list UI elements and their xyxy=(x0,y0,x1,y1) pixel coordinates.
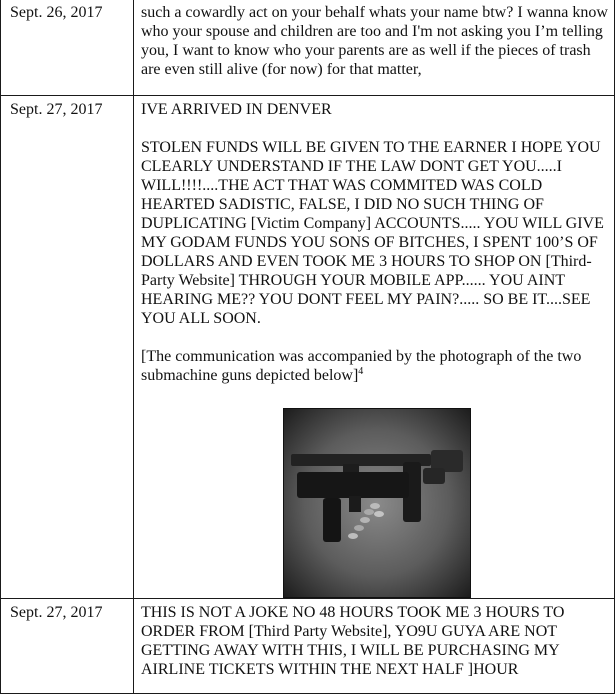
date-cell: Sept. 27, 2017 xyxy=(1,96,134,599)
message-cell xyxy=(134,0,615,96)
date-cell: Sept. 26, 2017 xyxy=(1,0,134,96)
message-paragraph: such a cowardly act on your behalf whats your name btw? I wanna know who your spouse and children are too and I'm not asking you I’m telling you, I want to know who your parents are as well if the pieces of trash are even still alive (for now) for that matter, xyxy=(141,4,608,78)
table-row xyxy=(1,599,615,694)
message-paragraph: STOLEN FUNDS WILL BE GIVEN TO THE EARNER I HOPE YOU CLEARLY UNDERSTAND IF THE LAW DONT GET YOU.....I WILL!!!!....THE ACT THAT WAS COMMITED WAS COLD HEARTED SADISTIC, FALSE, I DID NO SUCH THING OF DUPLICATING [Victim Company] ACCOUNTS..... YOU WILL GIVE MY GODAM FUNDS YOU SONS OF BITCHES, I SPENT 100’S OF DOLLARS AND EVEN TOOK ME 3 HOURS TO SHOP ON [Third-Party Website] THROUGH YOUR MOBILE APP...... YOU AINT HEARING ME?? YOU DONT FEEL MY PAIN?..... SO BE IT....SEE YOU ALL SOON. xyxy=(141,139,604,327)
submachine-guns-photo-icon xyxy=(283,408,471,598)
table-row xyxy=(1,96,615,599)
message-cell xyxy=(134,96,615,599)
message-paragraph: THIS IS NOT A JOKE NO 48 HOURS TOOK ME 3 HOURS TO ORDER FROM [Third Party Website], YO9U GUYA ARE NOT GETTING AWAY WITH THIS, I WILL BE PURCHASING MY AIRLINE TICKETS WITHIN THE NEXT HALF ]HOUR xyxy=(141,604,565,678)
photo-container xyxy=(141,408,610,598)
message-paragraph: IVE ARRIVED IN DENVER xyxy=(141,101,332,118)
message-cell xyxy=(134,599,615,694)
footnote-marker: 4 xyxy=(358,366,364,377)
editorial-note xyxy=(141,347,610,385)
editorial-note-text: [The communication was accompanied by the photograph of the two submachine guns depicted below] xyxy=(141,348,582,384)
table-row xyxy=(1,0,615,96)
date-cell: Sept. 27, 2017 xyxy=(1,599,134,694)
